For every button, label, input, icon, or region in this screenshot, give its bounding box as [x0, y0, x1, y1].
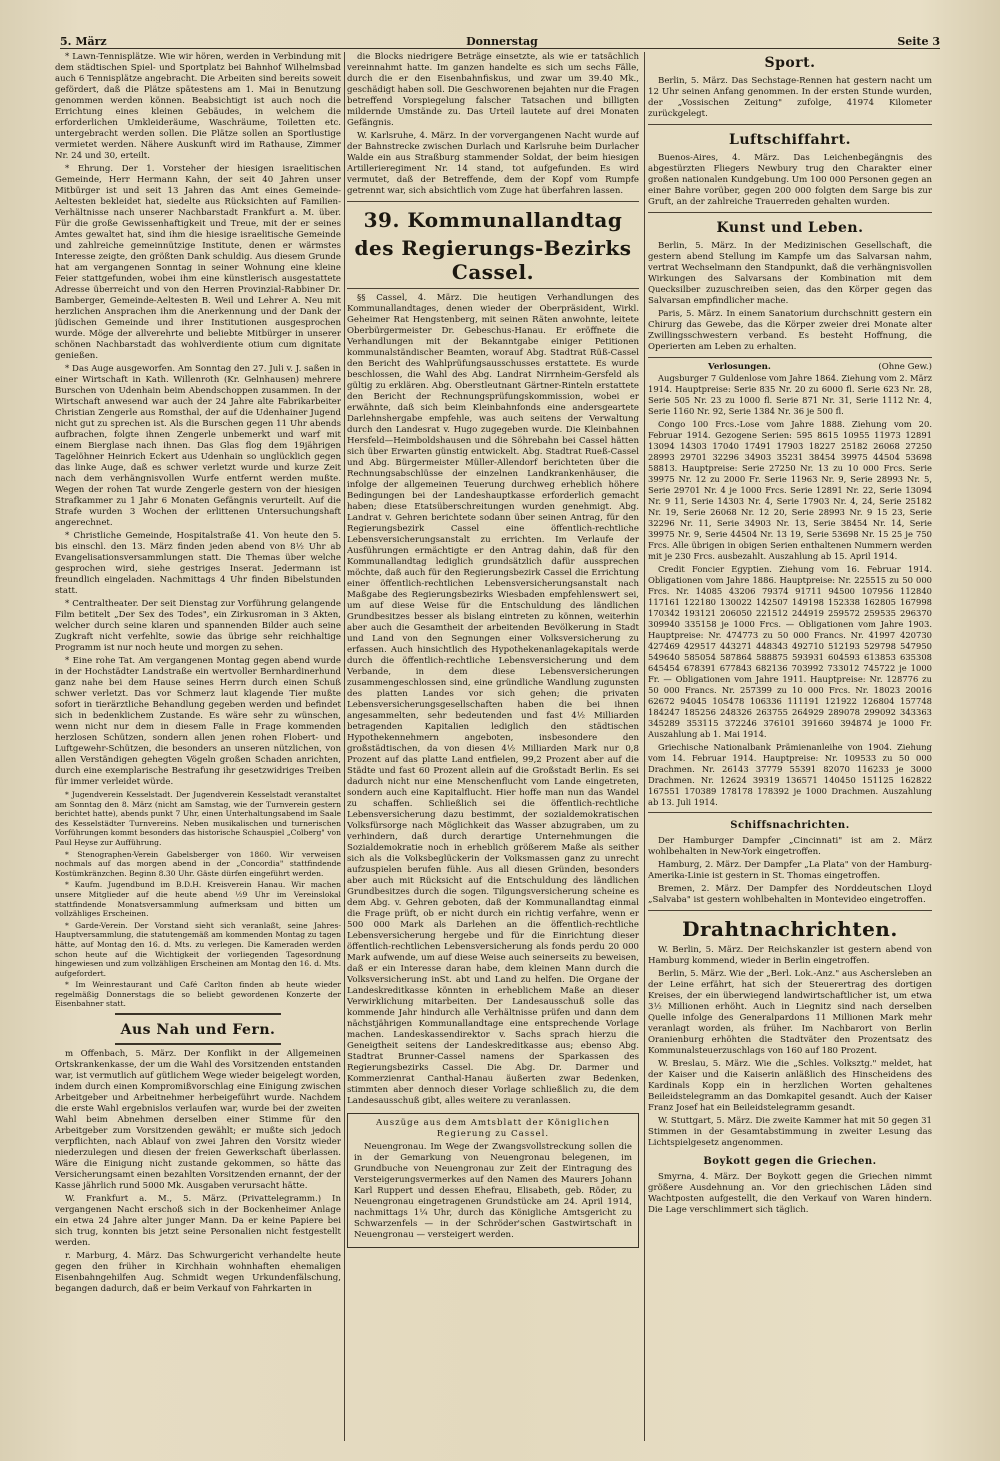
shipping-paragraph: Hamburg, 2. März. Der Dampfer „La Plata" von der Hamburg-Amerika-Linie ist gestern in St. Thomas eingetroffen.: [648, 860, 932, 881]
telegraph-paragraph: Berlin, 5. März. Wie der „Berl. Lok.-Anz." aus Aschersleben an der Leine erfährt, hat sich der Steuerertrag des dortigen Kreises, der ein überwiegend landwirtschaftlicher ist, um etwa 3½ Millionen erhöht. Auch in Liegnitz sind nach derselben Quelle infolge des Generalpardons 11 Millionen Mark mehr veranlagt worden, als früher. Im Nachbarort von Berlin Oranienburg erhöhten die Stadtväter den Prozentsatz des Kommunalsteuerzuschlags von 160 auf 180 Prozent.: [648, 969, 932, 1056]
telegraph-paragraph: W. Berlin, 5. März. Der Reichskanzler ist gestern abend von Hamburg kommend, wieder in Berlin eingetroffen.: [648, 945, 932, 966]
club-notice: * Kaufm. Jugendbund im B.D.H. Kreisverein Hanau. Wir machen unsere Mitglieder auf die heute abend ½9 Uhr im Vereinslokal stattfindende Monatsversammlung aufmerksam und bitten um vollzähliges Erscheinen.: [55, 880, 341, 919]
club-notices: [55, 790, 341, 1009]
lottery-entry: Augsburger 7 Guldenlose vom Jahre 1864. Ziehung vom 2. März 1914. Hauptpreise: Serie 835 Nr. 20 zu 6000 fl. Serie 623 Nr. 28, Serie 505 Nr. 23 zu 1000 fl. Serie 871 Nr. 31, Serie 1112 Nr. 4, Serie 1160 Nr. 92, Serie 1384 Nr. 36 je 500 fl.: [648, 373, 932, 416]
telegraph-paragraph: W. Stuttgart, 5. März. Die zweite Kammer hat mit 50 gegen 31 Stimmen in der Gesamtabstimmung in zweiter Lesung das Lichtspielgesetz angenommen.: [648, 1116, 932, 1148]
headline-regierungsbezirk: des Regierungs-Bezirks Cassel.: [354, 236, 632, 284]
local-news-paragraph: * Das Auge ausgeworfen. Am Sonntag den 27. Juli v. J. saßen in einer Wirtschaft in Kath. Willenroth (Kr. Gelnhausen) mehrere Burschen von Udenhain beim Abendschoppen zusammen. In der Wirtschaft anwesend war auch der 24 Jahre alte Fabrikarbeiter Christian Zengerle aus Romsthal, der auf die Udenhainer Jugend nicht gut zu sprechen ist. Als die Burschen gegen 11 Uhr abends aufbrachen, folgte ihnen Zengerle unbemerkt und warf mit einem Bierglase nach ihnen. Das Glas flog dem 19jährigen Tagelöhner Heinrich Eckert aus Udenhain so unglücklich gegen das linke Auge, daß es schwer verletzt wurde und kurze Zeit nach dem verhängnisvollen Wurfe entfernt werden mußte. Wegen der rohen Tat wurde Zengerle gestern von der hiesigen Strafkammer zu 1 Jahr 6 Monaten Gefängnis verurteilt. Auf die Strafe wurden 3 Wochen der erlittenen Untersuchungshaft angerechnet.: [55, 364, 341, 528]
shipping-paragraph: Bremen, 2. März. Der Dampfer des Norddeutschen Lloyd „Salvaba" ist gestern wohlbehalten in Montevideo eingetroffen.: [648, 884, 932, 905]
section-title-sport: Sport.: [764, 55, 816, 71]
local-news-paragraph: * Centraltheater. Der seit Dienstag zur Vorführung gelangende Film betitelt „Der Sex des Todes", ein Zirkusroman in 3 Akten, welcher durch seine klaren und spannenden Bilder auch seine Zugkraft nicht verfehlte, sowie das übrige sehr reichhaltige Programm ist nur noch heute und morgen zu sehen.: [55, 599, 341, 653]
header-page-number: Seite 3: [897, 35, 940, 48]
telegraph-paragraph: W. Breslau, 5. März. Wie die „Schles. Volksztg." meldet, hat der Kaiser und die Kaiserin anläßlich des Hinscheidens des Kardinals Kopp ein in herzlichen Worten gehaltenes Beileidstelegramm an das Domkapitel gesandt. Auch der Kaiser Franz Josef hat ein Beileidstelegramm gesandt.: [648, 1059, 932, 1113]
headline-kommunallandtag: 39. Kommunallandtag: [363, 208, 623, 232]
subtitle-boykott: Boykott gegen die Griechen.: [703, 1156, 877, 1167]
verlosung-note: (Ohne Gew.): [878, 362, 932, 372]
club-notice: * Im Weinrestaurant und Café Carlton finden ab heute wieder regelmäßig Donnerstags die so beliebt gewordenen Konzerte der Eisenbahner statt.: [55, 980, 341, 1009]
column-1: [55, 52, 341, 1453]
amtsblatt-box: [347, 1113, 639, 1248]
column-rule-2: [644, 52, 645, 1441]
section-divider: [648, 212, 932, 213]
lottery-entry: Congo 100 Frcs.-Lose vom Jahre 1888. Ziehung vom 20. Februar 1914. Gezogene Serien: 595 8615 10955 11973 12891 13094 14303 17040 17491 17903 18227 25182 26068 27250 28993 29701 32296 34903 35231 38454 39975 44504 53698 58813. Hauptpreise: Serie 27250 Nr. 13 zu 10 000 Frcs. Serie 39975 Nr. 12 zu 2000 Fr. Serie 11963 Nr. 9, Serie 28993 Nr. 5, Serie 29701 Nr. 4 je 1000 Frcs. Serie 12891 Nr. 22, Serie 13094 Nr. 9 11, Serie 14303 Nr. 4, Serie 17903 Nr. 4, 24, Serie 25182 Nr. 19, Serie 26068 Nr. 12 20, Serie 28993 Nr. 9 15 23, Serie 32296 Nr. 11, Serie 34903 Nr. 13, Serie 38454 Nr. 14, Serie 39975 Nr. 9, Serie 44504 Nr. 13 19, Serie 53698 Nr. 15 25 je 750 Frcs. Alle übrigen in obigen Serien enthaltenen Nummern werden mit je 230 Frcs. ausbezahlt. Auszahlung ab 15. April 1914.: [648, 419, 932, 561]
header-weekday: Donnerstag: [466, 35, 538, 48]
section-divider: [347, 288, 639, 289]
local-news-paragraph: * Ehrung. Der 1. Vorsteher der hiesigen israelitischen Gemeinde, Herr Hermann Kahn, der seit 40 Jahren unser Mitbürger ist und seit 13 Jahren das Amt eines Gemeinde-Aeltesten bekleidet hat, siedelte aus Rücksichten auf Familien-Verhältnisse nach unserer Nachbarstadt Frankfurt a. M. über. Für die große Gewissenhaftigkeit und Treue, mit der er seines Amtes gewaltet hat, sind ihm die hiesige israelitische Gemeinde und zahlreiche gemeinnützige Institute, denen er wärmstes Interesse zeigte, den größten Dank schuldig. Aus diesem Grunde hat am vergangenen Sonntag in seiner Wohnung eine kleine Feier stattgefunden, wobei ihm eine künstlerisch ausgestattete Adresse überreicht und von den Herren Provinzial-Rabbiner Dr. Bamberger, Gemeinde-Aeltesten B. Weil und Lehrer A. Neu mit herzlichen Ansprachen ihm die Anerkennung und der Dank der jüdischen Gemeinde und ihrer Institutionen ausgesprochen wurde. Möge der allverehrte und beliebte Mitbürger in unserer schönen Nachbarstadt das wohlverdiente otium cum dignitate genießen.: [55, 164, 341, 361]
local-news-paragraph: * Eine rohe Tat. Am vergangenen Montag gegen abend wurde in der Hochstädter Landstraße ein wertvoller Bernhardinerhund ganz nahe bei dem Hause seines Herrn durch einen Schuß schwer verletzt. Das vor Schmerz laut klagende Tier mußte sofort in tierärztliche Behandlung gegeben werden und befindet sich in bedenklichem Zustande. Es wäre sehr zu wünschen, wenn nicht nur dem in diesem Falle in Frage kommenden herzlosen Schützen, sondern allen jenen rohen Flobert- und Luftgewehr-Schützen, die besonders an unseren nützlichen, von allen Verständigen gehegten Vögeln großen Schaden anrichten, durch eine exemplarische Bestrafung ihr gesetzwidriges Treiben für immer verleidet würde.: [55, 656, 341, 787]
amtsblatt-subtitle: Regierung zu Cassel.: [436, 1129, 550, 1139]
regional-news-paragraph: W. Frankfurt a. M., 5. März. (Privattelegramm.) In vergangenen Nacht erschoß sich in der Bockenheimer Anlage ein etwa 24 Jahre alter junger Mann. Da er keine Papiere bei sich trug, konnten bis jetzt seine Personalien nicht festgestellt werden.: [55, 1194, 341, 1249]
regional-news-paragraph: m Offenbach, 5. März. Der Konflikt in der Allgemeinen Ortskrankenkasse, der um die Wahl des Vorsitzenden entstanden war, ist vermutlich auf gütlichem Wege wieder beigelegt worden, indem durch einen Kompromißvorschlag eine Einigung zwischen Arbeitgeber und Arbeitnehmer herbeigeführt wurde. Nachdem die erste Wahl ergebnislos verlaufen war, wurde bei der zweiten Wahl beim Abnehmen derselben einer Stimme für den Arbeitgeber zum Vorsitzenden gewählt; er mußte sich jedoch verpflichten, nach Ablauf von zwei Jahren den Vorsitz wieder niederzulegen und diesen der freien Gewerkschaft überlassen. Wäre die Einigung nicht zustande gekommen, so hätte das Versicherungsamt einen bezahlten Vorsitzenden ernannt, der der Kasse jährlich rund 5000 Mk. Ausgaben verursacht hätte.: [55, 1049, 341, 1192]
club-notice: * Jugendverein Kesselstadt. Der Jugendverein Kesselstadt veranstaltet am Sonntag den 8. März (nicht am Samstag, wie der Turnverein gestern berichtet hatte), abends punkt 7 Uhr, einen Unterhaltungsabend im Saale des Kesselstädter Turnvereins. Neben musikalischen und turnerischen Vorführungen kommt besonders das historische Schauspiel „Colberg" von Paul Heyse zur Aufführung.: [55, 790, 341, 847]
local-news-paragraph: * Christliche Gemeinde, Hospitalstraße 41. Von heute den 5. bis einschl. den 13. März finden jeden abend von 8½ Uhr ab Evangelisationsversammlungen statt. Die Themas über welche gesprochen wird, siehe gestriges Inserat. Jedermann ist freundlich eingeladen. Nachmittags 4 Uhr finden Bibelstunden statt.: [55, 531, 341, 596]
section-divider: [648, 124, 932, 125]
shipping-paragraph: Der Hamburger Dampfer „Cincinnati" ist am 2. März wohlbehalten in New-York eingetroffen.: [648, 836, 932, 857]
club-notice: * Garde-Verein. Der Vorstand sieht sich veranlaßt, seine Jahres-Hauptversammlung, die statutengemäß am kommenden Montag zu tagen hätte, auf Montag den 16. d. Mts. zu verlegen. Die Kameraden werden schon heute auf die Wichtigkeit der vorliegenden Tagesordnung hingewiesen und zum vollzähligen Erscheinen am Montag den 16. d. Mts. aufgefordert.: [55, 920, 341, 978]
verlosung-header: [648, 362, 932, 373]
lottery-list: [648, 373, 932, 808]
section-title-verlosungen: Verlosungen.: [708, 362, 771, 372]
section-title-kunst: Kunst und Leben.: [716, 220, 864, 236]
aviation-paragraph: Buenos-Aires, 4. März. Das Leichenbegängnis des abgestürzten Fliegers Newbury trug den Charakter einer großen nationalen Kundgebung. Um 100 000 Personen gegen an einer Bahre vorüber, gegen 200 000 folgten dem Sarge bis zur Gruft, an der zahlreiche Trauerreden gehalten wurden.: [648, 153, 932, 207]
lottery-entry: Credit Foncier Egyptien. Ziehung vom 16. Februar 1914. Obligationen vom Jahre 1886. Hauptpreise: Nr. 225515 zu 50 000 Frcs. Nr. 14085 43206 79374 91711 94500 107956 112840 117161 122180 130022 142507 149198 152338 162805 167998 170342 193121 206050 221512 244919 259572 259535 296370 309940 335158 je 1000 Frcs. — Obligationen vom Jahre 1903. Hauptpreise: Nr. 474773 zu 50 000 Francs. Nr. 41997 420730 427469 429517 443271 448343 492710 512193 529798 547950 549640 585054 587864 588875 593931 604593 613853 635308 645454 678391 677843 682136 703992 733012 745722 je 1000 Fr. — Obligationen vom Jahre 1911. Hauptpreise: Nr. 128776 zu 50 000 Francs. Nr. 257399 zu 10 000 Frcs. Nr. 18023 20016 62672 94045 105478 106336 111191 121922 126804 157748 184247 185256 248326 263755 264929 289078 299092 343363 345289 353115 372246 376101 391660 394874 je 1000 Fr. Auszahlung ab 1. Mai 1914.: [648, 564, 932, 739]
header-date: 5. März: [60, 35, 107, 48]
culture-paragraph: Berlin, 5. März. In der Medizinischen Gesellschaft, die gestern abend Stellung im Kampfe um das Salvarsan nahm, vertrat Wechselmann den Standpunkt, daß die verhängnisvollen Wirkungen des Salvarsans der Kombination mit dem Quecksilber zuzuschreiben seien, das den Körper gegen das Salvarsan empfindlicher mache.: [648, 241, 932, 306]
club-notice: * Stenographen-Verein Gabelsberger von 1860. Wir verweisen nochmals auf das morgen abend in der „Concordia" stattfindende Kostümkränzchen. Beginn 8.30 Uhr. Gäste dürfen eingeführt werden.: [55, 849, 341, 878]
section-divider: [648, 812, 932, 813]
sport-paragraph: Berlin, 5. März. Das Sechstage-Rennen hat gestern nacht um 12 Uhr seinen Anfang genommen. In der ersten Stunde wurden, der „Vossischen Zeitung" zufolge, 41974 Kilometer zurückgelegt.: [648, 76, 932, 119]
section-title-schiffsnachrichten: Schiffsnachrichten.: [730, 820, 850, 831]
section-divider: [648, 910, 932, 911]
section-title-drahtnachrichten: Drahtnachrichten.: [682, 917, 898, 941]
local-news-paragraph: * Lawn-Tennisplätze. Wie wir hören, werden in Verbindung mit dem städtischen Spiel- und Sportplatz bei Bahnhof Wilhelmsbad auch 6 Tennisplätze angebracht. Die Arbeiten sind bereits soweit gefördert, daß die Plätze spätestens am 1. Mai in Benutzung genommen werden können. Beabsichtigt ist auch noch die Errichtung eines kleinen Gebäudes, in welchem die erforderlichen Umkleideräume, Waschräume, Toiletten etc. untergebracht werden sollen. Die Plätze sollen an Sportlustige vermietet werden. Nähere Auskunft wird im Rathause, Zimmer Nr. 24 und 30, erteilt.: [55, 52, 341, 161]
regional-news-paragraph: r. Marburg, 4. März. Das Schwurgericht verhandelte heute gegen den früher in Kirchhain wohnhaften ehemaligen Eisenbahngehilfen Aug. Schmidt wegen Urkundenfälschung, begangen dadurch, daß er beim Verkauf von Fahrkarten in: [55, 1251, 341, 1295]
regional-news-paragraph: die Blocks niedrigere Beträge einsetzte, als wie er tatsächlich vereinnahmt hatte. Im ganzen handelte es sich um sechs Fälle, durch die er den Eisenbahnfiskus, und zwar um 39.40 Mk., geschädigt haben soll. Die Geschworenen bejahten nur die Fragen betreffend Vorspiegelung falscher Tatsachen und billigten mildernde Umstände zu. Das Urteil lautete auf drei Monaten Gefängnis.: [347, 52, 639, 128]
amtsblatt-title: Auszüge aus dem Amtsblatt der Königlichen: [375, 1118, 611, 1128]
regional-news-paragraph: W. Karlsruhe, 4. März. In der vorvergangenen Nacht wurde auf der Bahnstrecke zwischen Durlach und Karlsruhe beim Durlacher Walde ein aus Straßburg stammender Soldat, der beim hiesigen Artillerieregiment Nr. 14 stand, tot aufgefunden. Es wird vermutet, daß der Betreffende, dem der Kopf vom Rumpfe getrennt war, sich absichtlich vom Zuge hat überfahren lassen.: [347, 131, 639, 196]
section-title-nah-fern: Aus Nah und Fern.: [120, 1022, 276, 1039]
section-title-luftschiffahrt: Luftschiffahrt.: [729, 132, 851, 148]
telegraph-paragraph: Smyrna, 4. März. Der Boykott gegen die Griechen nimmt größere Ausdehnung an. Vor den griechischen Läden sind Wachtposten aufgestellt, die den Verkauf von Waren hindern. Die Lage verschlimmert sich täglich.: [648, 1172, 932, 1215]
section-divider: [115, 1013, 281, 1015]
section-divider: [648, 357, 932, 358]
lottery-entry: Griechische Nationalbank Prämienanleihe von 1904. Ziehung vom 14. Februar 1914. Hauptpreise: Nr. 109533 zu 50 000 Drachmen. Nr. 26143 37779 55391 82070 116233 je 3000 Drachmen. Nr. 12624 39319 136571 140450 151125 162822 167551 170389 178178 178392 je 1000 Drachmen. Auszahlung ab 13. Juli 1914.: [648, 742, 932, 807]
column-3: [648, 52, 932, 1453]
column-2: [347, 52, 639, 1453]
section-divider: [347, 201, 639, 202]
culture-paragraph: Paris, 5. März. In einem Sanatorium durchschnitt gestern ein Chirurg das Gewebe, das die Körper zweier drei Monate alter Zwillingsschwestern verband. Es besteht Hoffnung, die Operierten am Leben zu erhalten.: [648, 309, 932, 352]
column-rule-1: [344, 52, 345, 1441]
page-header: [60, 30, 940, 49]
article-paragraph: §§ Cassel, 4. März. Die heutigen Verhandlungen des Kommunallandtages, denen wieder der Oberpräsident, Wirkl. Geheimer Rat Hengstenberg, mit seinen Räten anwohnte, leitete Oberbürgermeister Dr. Gebeschus-Hanau. Er eröffnete die Verhandlungen mit der Bekanntgabe einiger Petitionen kommunalständischer Beamten, worauf Abg. Stadtrat Rüß-Cassel den Bericht des Wahlprüfungsausschusses erstattete. Es wurde beschlossen, die Wahl des Abg. Landrat Nirrnheim-Gersfeld als gültig zu erklären. Abg. Oberstleutnant Gärtner-Rinteln erstattete den Bericht der Rechnungsprüfungskommission, wobei er erwähnte, daß sich beim Kleinbahnfonds eine andersgeartete Darlehnshergabe empfehle, was auch seitens der Verwaltung durch den Landesrat v. Hugo zugegeben wurde. Die Kleinbahnen Hersfeld—Heimboldshausen und die Söhrebahn bei Cassel hätten sich über Erwarten günstig entwickelt. Abg. Stadtrat Rueß-Cassel und Abg. Bürgermeister Müller-Allendorf berichteten über die Rechnungsabschlüsse der einzelnen Landkrankenhäuser, die infolge der allgemeinen Teuerung durchweg erheblich höhere Bedingungen bei der Landeshauptkasse erforderlich gemacht haben; diese Etatsüberschreitungen wurden genehmigt. Abg. Landrat v. Gehren berichtete sodann über seinen Antrag, für den Regierungsbezirk Cassel eine öffentlich-rechtliche Lebensversicherungsanstalt zu errichten. Im Verlaufe der Ausführungen ermächtigte er den Antrag dahin, daß für den Kommunallandtag lediglich grundsätzlich dafür aussprechen möchte, daß auch für den Regierungsbezirk Cassel die Errichtung einer öffentlich-rechtlichen Lebensversicherungsanstalt nach Maßgabe des Regierungsbezirks Wiesbaden empfehlenswert sei, um auf diese Weise für die Entschuldung des ländlichen Grundbesitzes besser als bislang eintreten zu können, weiterhin aber auch die Gesamtheit der arbeitenden Bevölkerung in Stadt und Land von den Segnungen einer Volksversicherung zu erfassen. Auch hinsichtlich des Hypothekenanlagekapitals werde durch die öffentlich-rechtliche Lebensversicherung und dem Verbande, in dem diese Lebensversicherungen zusammengeschlossen sind, eine gründliche Wandlung zugunsten des platten Landes vor sich gehen; die privaten Lebensversicherungsgesellschaften haben die bei ihnen angesammelten, sehr bedeutenden und fast 4½ Milliarden betragenden Kapitalien lediglich den städtischen Hypothekennehmern angeboten, insbesondere den großstädtischen, da von diesen 4½ Milliarden Mark nur 0,8 Prozent auf das platte Land entfielen, 99,2 Prozent aber auf die Städte und fast 60 Prozent allein auf die Großstadt Berlin. Es sei dadurch nicht nur eine Menschenflucht vom Lande eingetreten, sondern auch eine Kapitalflucht. Hier hoffe man nun das Wandel zu schaffen. Schließlich sei die öffentlich-rechtliche Lebensversicherung dazu bestimmt, der sozialdemokratischen Volksfürsorge nach Möglichkeit das Wasser abzugraben, um zu verhindern, daß durch derartige Unternehmungen die Sozialdemokratie noch in erheblich größerem Maße als seither sich als die Volksbeglückerin der Volksmassen ganz zu unrecht aufzuspielen berufen fühle. Aus all diesen Gründen, besonders aber auch mit Rücksicht auf die Entschuldung des ländlichen Grundbesitzes durch die sogen. Tilgungsversicherung scheine es dem Abg. v. Gehren geboten, daß der Kommunallandtag einmal die Frage prüft, ob er nicht durch ein richtig verfahre, wenn er 500 000 Mark als Darlehen an die öffentlich-rechtliche Lebensversicherung hergebe und für die Einrichtung dieser öffentlich-rechtlichen Lebensversicherung als fonds perdu 20 000 Mark aufwende, um auf diese Weise auch seinerseits zu beweisen, daß er ein Interesse daran habe, dem kleinen Mann durch die Volksversicherung inSt. abt und Land zu helfen. Die Organe der Landeskreditkasse könnten in erheblichem Maße an dieser Verwirklichung mitarbeiten. Der Landesausschuß solle das kommende Jahr hindurch alle Verhältnisse prüfen und dann dem nächstjährigen Kommunallandtage eine entsprechende Vorlage machen. Landeskassendirektor v. Sachs sprach hierzu die Geneigtheit seitens der Landeskreditkasse aus; ebenso Abg. Stadtrat Brunner-Cassel namens der Sparkassen des Regierungsbezirks Cassel. Die Abg. Dr. Darmer und Kommerzienrat Canthal-Hanau äußerten zwar Bedenken, stimmten aber dennoch dieser Vorlage schließlich zu, die dem Landesausschuß gibt, alles weitere zu veranlassen.: [347, 293, 639, 1106]
section-divider: [115, 1043, 281, 1045]
amtsblatt-paragraph: Neuengronau. Im Wege der Zwangsvollstreckung sollen die in der Gemarkung von Neuengronau belegenen, im Grundbuche von Neuengronau zur Zeit der Eintragung des Versteigerungsvermerkes auf den Namen des Maurers Johann Karl Ruppert und dessen Ehefrau, Elisabeth, geb. Röder, zu Neuengronau eingetragenen Grundstücke am 24. April 1914, nachmittags 1¼ Uhr, durch das Königliche Amtsgericht zu Schwarzenfels — in der Schröder'schen Gastwirtschaft in Neuengronau — versteigert werden.: [354, 1142, 632, 1240]
